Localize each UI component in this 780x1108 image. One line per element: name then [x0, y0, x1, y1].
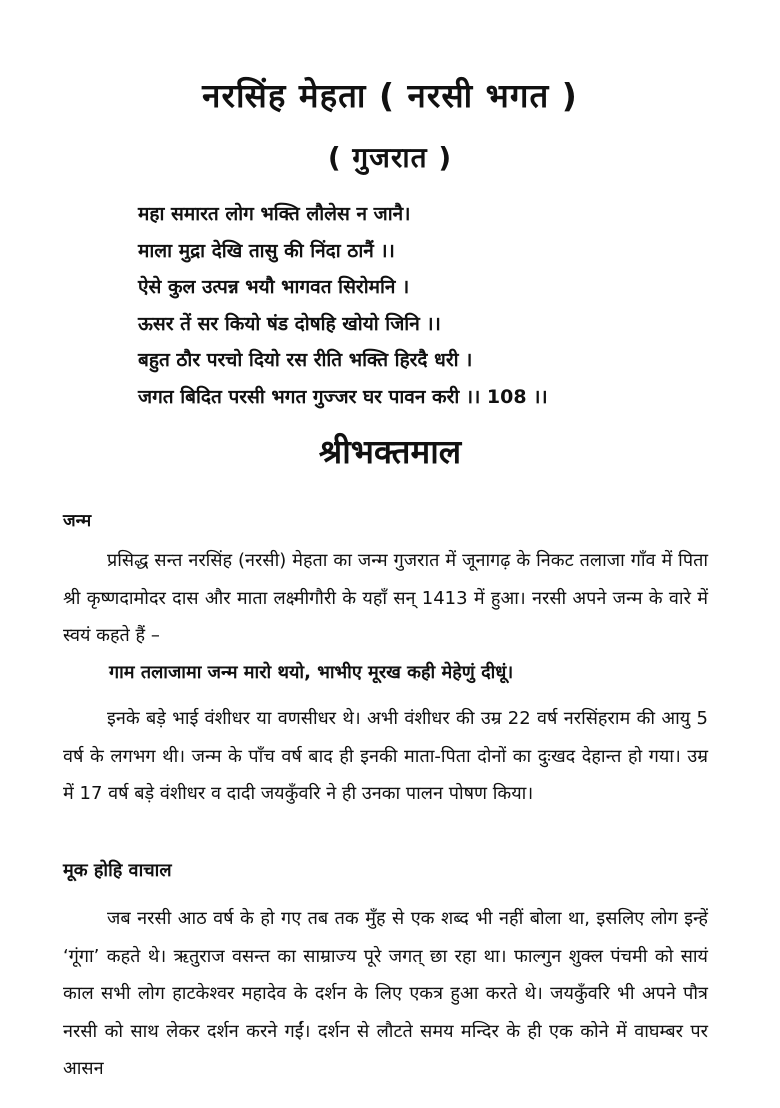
- brother-paragraph: इनके बड़े भाई वंशीधर या वणसीधर थे। अभी वंशीधर की उम्र 22 वर्ष नरसिंहराम की आयु 5 वर्ष के लगभग थी। जन्म के पाँच वर्ष बाद ही इनकी माता-पिता दोनों का दुःखद देहान्त हो गया। उम्र में 17 वर्ष बड़े वंशीधर व दादी जयकुँवरि ने ही उनका पालन पोषण किया।: [63, 708, 708, 804]
- verse-line: बहुत ठौर परचो दियो रस रीति भक्ति हिरदै धरी ।: [138, 349, 473, 372]
- verse-line: जगत बिदित परसी भगत गुज्जर घर पावन करी ।। 108 ।।: [138, 385, 548, 408]
- birth-quote: गाम तलाजामा जन्म मारो थयो, भाभीए मूरख कही मेहेणुं दीधूं।: [109, 662, 514, 683]
- verse-line: माला मुद्रा देखि तासु की निंदा ठानैं ।।: [138, 239, 395, 262]
- mute-heading: मूक होहि वाचाल: [63, 860, 172, 881]
- verse-line: महा समारत लोग भक्ति लौलेस न जानै।: [138, 203, 411, 225]
- verse-block: [138, 196, 698, 416]
- birth-paragraph: प्रसिद्ध सन्त नरसिंह (नरसी) मेहता का जन्म गुजरात में जूनागढ़ के निकट तलाजा गाँव में पिता श्री कृष्णदामोदर दास और माता लक्ष्मीगौरी के यहाँ सन् 1413 में हुआ। नरसी अपने जन्म के वारे में स्वयं कहते हैं –: [63, 550, 708, 646]
- page-subtitle: ( गुजरात ): [327, 141, 453, 174]
- section-title: श्रीभक्तमाल: [318, 432, 462, 471]
- page-title: नरसिंह मेहता ( नरसी भगत ): [202, 76, 578, 115]
- verse-line: ऐसे कुल उत्पन्न भयौ भागवत सिरोमनि ।: [138, 276, 410, 299]
- birth-heading: जन्म: [63, 511, 92, 531]
- mute-paragraph: जब नरसी आठ वर्ष के हो गए तब तक मुँह से एक शब्द भी नहीं बोला था, इसलिए लोग इन्हें ‘गूंगा’ कहते थे। ऋतुराज वसन्त का साम्राज्य पूरे जगत् छा रहा था। फाल्गुन शुक्ल पंचमी को सायं काल सभी लोग हाटकेश्वर महादेव के दर्शन के लिए एकत्र हुआ करते थे। जयकुँवरि भी अपने पौत्र नरसी को साथ लेकर दर्शन करने गईं। दर्शन से लौटते समय मन्दिर के ही एक कोने में वाघम्बर पर आसन: [63, 908, 708, 1079]
- verse-line: ऊसर तें सर कियो षंड दोषहि खोयो जिनि ।।: [138, 312, 441, 335]
